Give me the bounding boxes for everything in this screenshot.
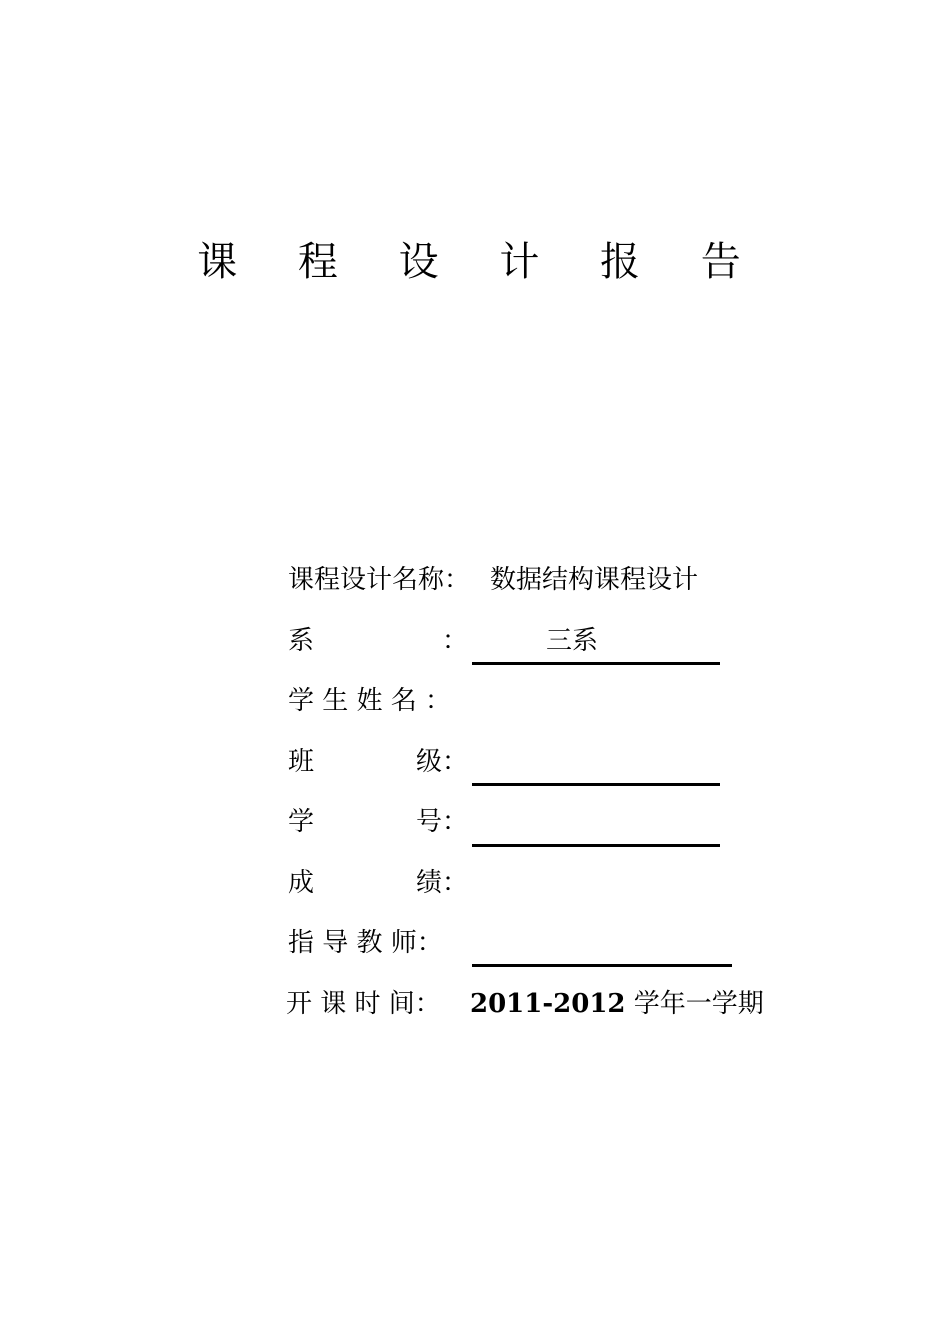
term-label: 开 课 时 间：: [286, 989, 441, 1019]
course-name-label: 课程设计名称：: [288, 565, 471, 595]
department-colon: ：: [442, 626, 469, 656]
student-id-label-first: 学: [288, 807, 315, 837]
class-underline: [472, 783, 720, 786]
advisor-label: 指 导 教 师：: [288, 928, 443, 958]
page-title: 课 程 设 计 报 告: [197, 239, 765, 285]
term-years: 2011-2012: [470, 989, 626, 1019]
department-underline: [472, 662, 720, 665]
term-suffix: 学年一学期: [625, 989, 764, 1019]
class-label-first: 班: [288, 747, 315, 777]
student-id-label-second: 号：: [416, 807, 469, 837]
course-name-value: 数据结构课程设计: [490, 565, 699, 595]
class-label-second: 级：: [416, 747, 469, 777]
student-name-label: 学 生 姓 名 ：: [288, 686, 452, 716]
advisor-underline: [472, 964, 732, 967]
grade-label-first: 成: [288, 868, 315, 898]
department-value: 三系: [546, 626, 599, 656]
department-label: 系: [288, 626, 315, 656]
term-value: [470, 984, 764, 1024]
student-id-underline: [472, 844, 720, 847]
grade-label-second: 绩：: [416, 868, 469, 898]
